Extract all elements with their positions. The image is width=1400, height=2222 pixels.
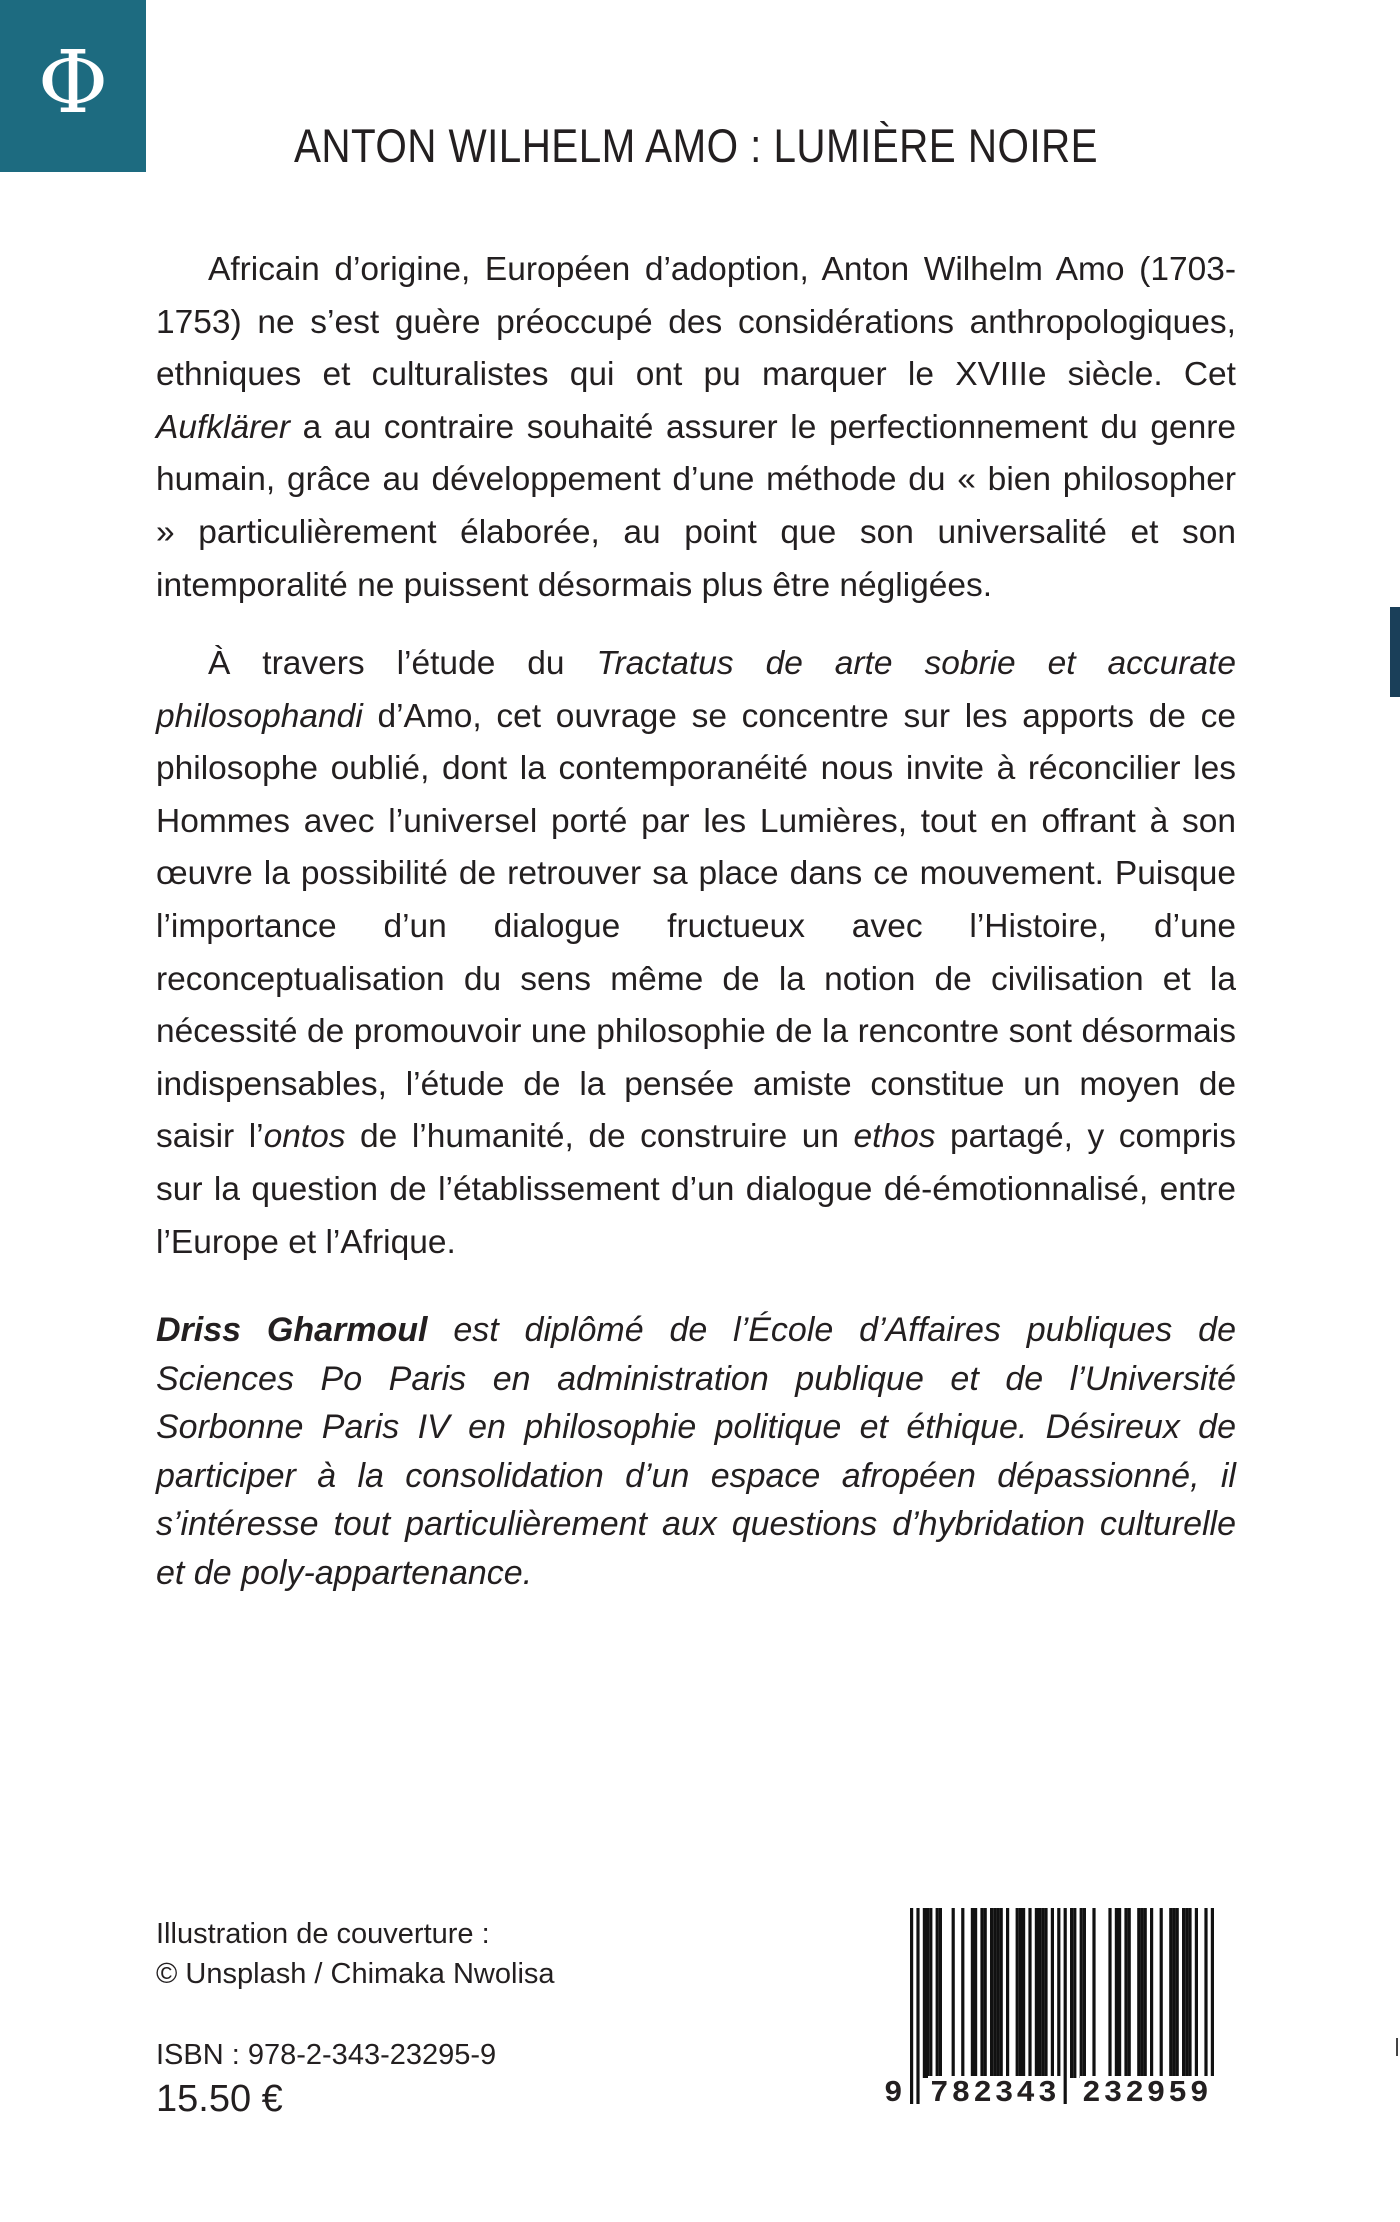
barcode-bar — [1000, 1908, 1003, 2078]
barcode-bar — [1092, 1908, 1095, 2078]
barcode-bar — [1070, 1908, 1073, 2078]
barcode-bar — [1137, 1908, 1140, 2078]
barcode-lead-digit: 9 — [884, 2076, 904, 2111]
barcode-bar — [1044, 1908, 1047, 2078]
barcode-bar — [1083, 1908, 1086, 2078]
barcode-bar — [1006, 1908, 1009, 2078]
cover-credit — [156, 1914, 555, 1994]
credit-label: Illustration de couverture : — [156, 1918, 490, 1950]
barcode-bar — [1041, 1908, 1044, 2078]
barcode-bar — [1128, 1908, 1131, 2078]
barcode-bar — [1019, 1908, 1022, 2078]
barcode-bar — [1080, 1908, 1083, 2078]
credit-source: © Unsplash / Chimaka Nwolisa — [156, 1958, 555, 1990]
barcode-bar — [1211, 1908, 1214, 2104]
book-title: ANTON WILHELM AMO : LUMIÈRE NOIRE — [293, 119, 1098, 172]
barcode-bar — [1035, 1908, 1038, 2078]
barcode-bar — [984, 1908, 987, 2078]
barcode-bar — [996, 1908, 999, 2078]
barcode-bar — [910, 1908, 913, 2104]
barcode-bar — [974, 1908, 977, 2078]
barcode-bar — [1204, 1908, 1207, 2104]
isbn-barcode — [880, 1908, 1250, 2116]
barcode-bar — [1144, 1908, 1147, 2078]
author-bio: Driss Gharmoul est diplômé de l’École d’Affaires publiques de Sciences Po Paris en administration publique et de l’Université Sorbonne Paris IV en philosophie politique et éthique. Désireux de participer à la consolidation d’un espace afropéen dépassionné, il s’intéresse tout particulièrement aux questions d’hybridation culturelle et de poly-appartenance. — [156, 1311, 1236, 1592]
author-name: Driss Gharmoul — [156, 1311, 428, 1349]
price-text: 15.50 € — [156, 2078, 283, 2120]
spine-edge-mark — [1390, 607, 1400, 697]
barcode-bar — [939, 1908, 942, 2078]
barcode-bar — [1185, 1908, 1188, 2078]
summary-paragraph-2: À travers l’étude du Tractatus de arte sobrie et accurate philosophandi d’Amo, cet ouvrage se concentre sur les apports de ce philosophe oublié, dont la contemporanéité nous invite à réconcilier les Hommes avec l’universel porté par les Lumières, tout en offrant à son œuvre la possibilité de retrouver sa place dans ce mouvement. Puisque l’importance d’un dialogue fructueux avec l’Histoire, d’une reconceptualisation du sens même de la notion de civilisation et la nécessité de promouvoir une philosophie de la rencontre sont désormais indispensables, l’étude de la pensée amiste constitue un moyen de saisir l’ontos de l’humanité, de construire un ethos partagé, y compris sur la question de l’établissement d’un dialogue dé-émotionnalisé, entre l’Europe et l’Afrique. — [156, 645, 1236, 1261]
barcode-bar — [1038, 1908, 1041, 2078]
barcode-bar — [1057, 1908, 1060, 2104]
barcode-bar — [916, 1908, 919, 2104]
barcode-bar — [923, 1908, 926, 2078]
barcode-bar — [1073, 1908, 1076, 2078]
barcode-bar — [1064, 1908, 1067, 2104]
summary-paragraph-1: Africain d’origine, Européen d’adoption, Anton Wilhelm Amo (1703-1753) ne s’est guère préoccupé des considérations anthropologiques, ethniques et culturalistes qui ont pu marquer le XVIIIe siècle. Cet Aufklärer a au contraire souhaité assurer le perfectionnement du genre humain, grâce au développement d’une méthode du « bien philosopher » particulièrement élaborée, au point que son universalité et son intemporalité ne puissent désormais plus être négligées. — [156, 251, 1236, 604]
barcode-bar — [1124, 1908, 1127, 2078]
barcode-group-2: 232959 — [1082, 2076, 1212, 2111]
barcode-bar — [1188, 1908, 1191, 2078]
barcode-bar — [1172, 1908, 1175, 2078]
barcode-bar — [971, 1908, 974, 2078]
barcode-bar — [1160, 1908, 1163, 2078]
barcode-bar — [993, 1908, 996, 2078]
barcode-bar — [1195, 1908, 1198, 2078]
barcode-bar — [1169, 1908, 1172, 2078]
edge-tick — [1396, 2038, 1398, 2056]
barcode-bar — [980, 1908, 983, 2078]
barcode-bar — [952, 1908, 955, 2078]
barcode-bar — [1150, 1908, 1153, 2078]
phi-logo-icon: Φ — [37, 33, 109, 133]
barcode-bar — [1176, 1908, 1179, 2078]
barcode-bar — [1118, 1908, 1121, 2078]
barcode-bar — [1022, 1908, 1025, 2078]
isbn-text: ISBN : 978-2-343-23295-9 — [156, 2039, 497, 2071]
barcode-bar — [1108, 1908, 1111, 2078]
barcode-bar — [990, 1908, 993, 2078]
barcode-bar — [1140, 1908, 1143, 2078]
barcode-bar — [1016, 1908, 1019, 2078]
barcode-bar — [936, 1908, 939, 2078]
barcode-bar — [1028, 1908, 1031, 2078]
barcode-bar — [1115, 1908, 1118, 2078]
barcode-bar — [961, 1908, 964, 2078]
barcode-bar — [926, 1908, 929, 2078]
barcode-digits — [880, 2076, 1250, 2116]
barcode-bar — [1182, 1908, 1185, 2078]
barcode-bar — [929, 1908, 932, 2078]
publisher-logo — [0, 0, 146, 172]
barcode-group-1: 782343 — [930, 2076, 1060, 2111]
barcode-bar — [1051, 1908, 1054, 2078]
